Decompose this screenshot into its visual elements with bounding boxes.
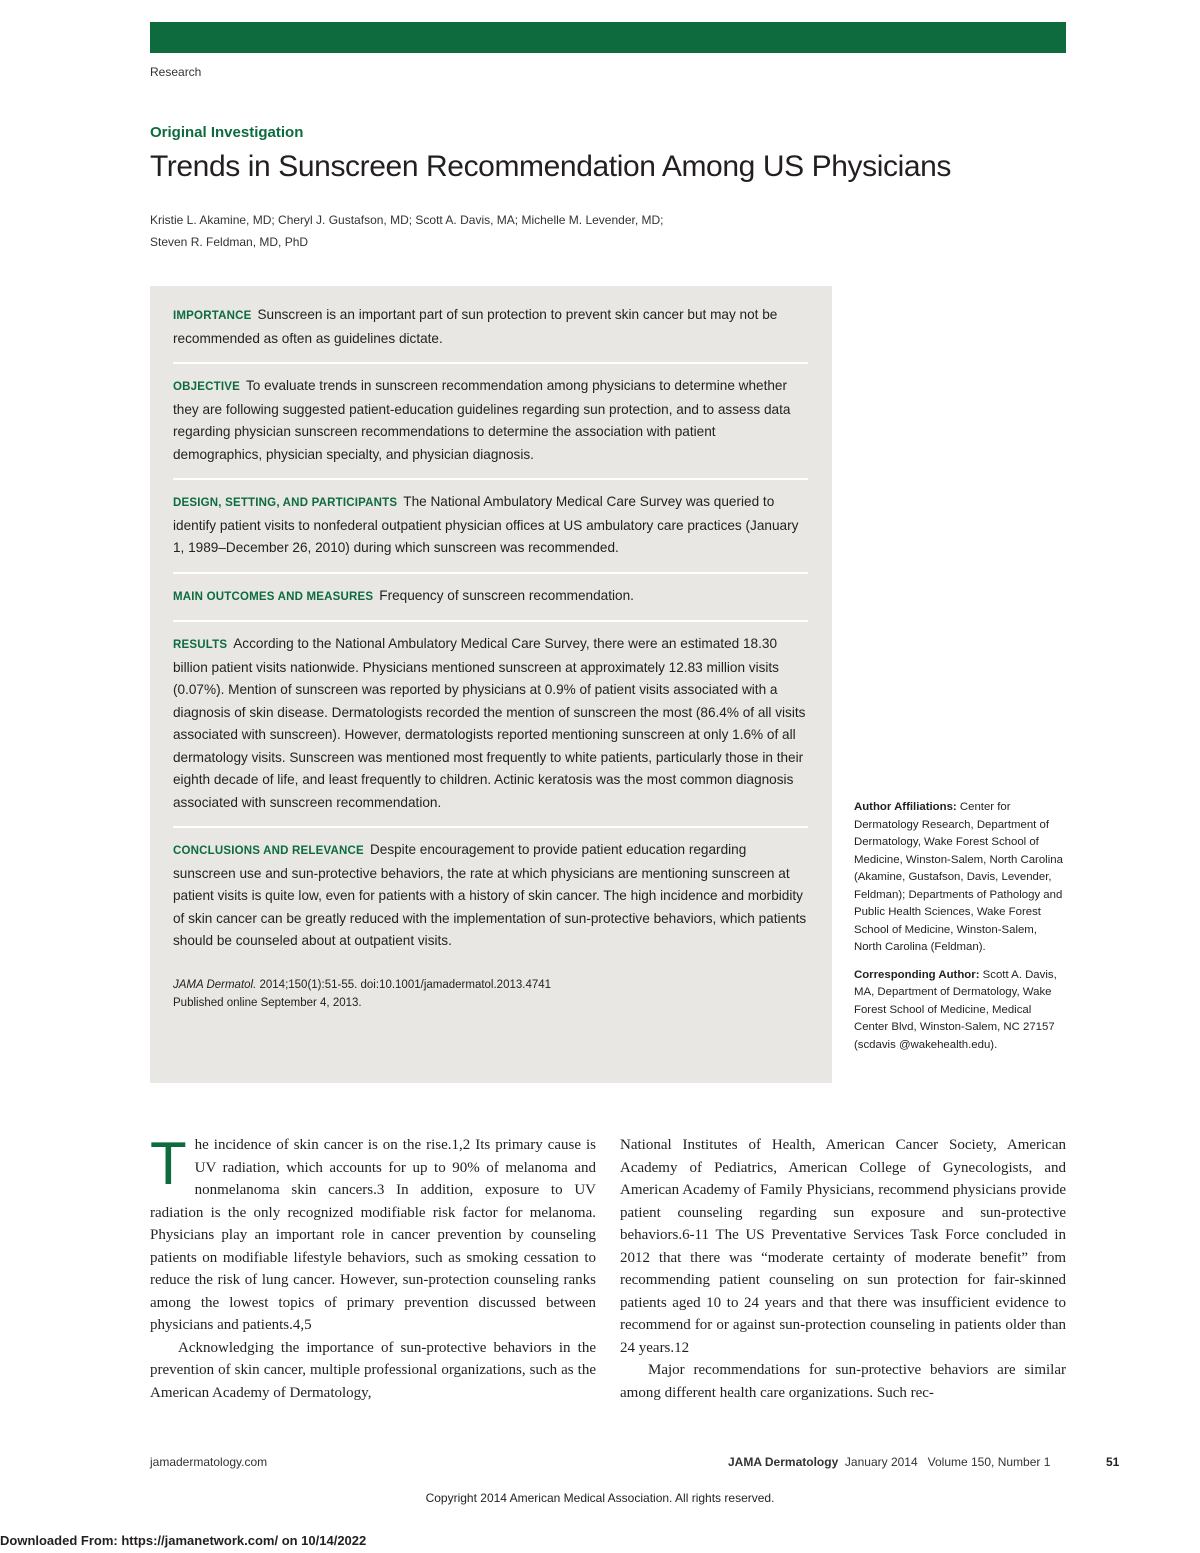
abstract-heading: IMPORTANCE: [173, 310, 252, 322]
header-color-bar: [150, 22, 1066, 53]
abstract-box: [150, 286, 832, 1083]
article-type: Original Investigation: [150, 124, 304, 141]
abstract-text: Sunscreen is an important part of sun protection to prevent skin cancer but may not be recommended as often as guidelines dictate.: [173, 307, 778, 346]
corresponding-heading: Corresponding Author:: [854, 968, 980, 981]
article-title: Trends in Sunscreen Recommendation Among US Physicians: [150, 150, 952, 183]
abstract-heading: DESIGN, SETTING, AND PARTICIPANTS: [173, 497, 398, 509]
author-info-sidebar: [854, 799, 1066, 1064]
authors-line: Kristie L. Akamine, MD; Cheryl J. Gustafson, MD; Scott A. Davis, MA; Michelle M. Levender, MD;: [150, 213, 664, 227]
abstract-text: Frequency of sunscreen recommendation.: [379, 587, 634, 603]
issue-info: January 2014 Volume 150, Number 1: [838, 1455, 1051, 1469]
author-affiliations: [854, 799, 1066, 957]
corresponding-text: Scott A. Davis, MA, Department of Dermatology, Wake Forest School of Medicine, Medical Center Blvd, Winston-Salem, NC 27157 (scdavis @wakehealth.edu).: [854, 968, 1057, 1051]
download-notice: Downloaded From: https://jamanetwork.com/ on 10/14/2022: [0, 1533, 367, 1548]
journal-website-link[interactable]: jamadermatology.com: [150, 1455, 268, 1469]
abstract-outcomes: [173, 585, 808, 623]
abstract-design: [173, 491, 808, 574]
page-number: 51: [1106, 1455, 1120, 1469]
affiliations-text: Center for Dermatology Research, Department of Dermatology, Wake Forest School of Medicine, Winston-Salem, North Carolina (Akamine, Gustafson, Davis, Levender, Feldman); Departments of Pathology and Public Health Sciences, Wake Forest School of Medicine, Winston-Salem, North Carolina (Feldman).: [854, 801, 1063, 953]
citation-doi[interactable]: 2014;150(1):51-55. doi:10.1001/jamadermatol.2013.4741: [256, 978, 552, 991]
corresponding-author: [854, 967, 1066, 1055]
abstract-heading: MAIN OUTCOMES AND MEASURES: [173, 590, 374, 603]
abstract-results: [173, 633, 808, 828]
abstract-heading: OBJECTIVE: [173, 381, 240, 393]
body-paragraph: National Institutes of Health, American Cancer Society, American Academy of Pediatrics, American College of Gynecologists, and American Academy of Family Physicians, recommend physicians provide patient counseling regarding sun exposure and sun-protective behaviors.6-11 The US Preventative Services Task Force concluded in 2012 that there was “moderate certainty of moderate benefit” from recommending patient counseling on sun protection for fair-skinned patients aged 10 to 24 years and that there was insufficient evidence to recommend for or against sun-protection counseling in patients older than 24 years.12: [620, 1137, 1066, 1356]
published-date: Published online September 4, 2013.: [173, 996, 362, 1009]
body-column-right: [620, 1134, 1066, 1404]
authors-line: Steven R. Feldman, MD, PhD: [150, 235, 309, 249]
abstract-text: The National Ambulatory Medical Care Survey was queried to identify patient visits to nonfederal outpatient physician offices at US ambulatory care practices (January 1, 1989–December 26, 2010) during which sunscreen was recommended.: [173, 494, 799, 555]
abstract-heading: RESULTS: [173, 639, 228, 651]
author-list: [150, 209, 790, 253]
abstract-importance: [173, 304, 808, 364]
citation: [173, 976, 808, 1012]
body-column-left: [150, 1130, 596, 1404]
body-paragraph: Major recommendations for sun-protective behaviors are similar among different health care organizations. Such rec-: [620, 1362, 1066, 1401]
copyright-notice: Copyright 2014 American Medical Association. All rights reserved.: [425, 1491, 775, 1505]
journal-name: JAMA Dermatology: [728, 1455, 839, 1469]
abstract-conclusions: [173, 839, 808, 965]
drop-cap: T: [150, 1130, 187, 1197]
body-paragraph: Acknowledging the importance of sun-protective behaviors in the prevention of skin cancer, multiple professional organizations, such as the American Academy of Dermatology,: [150, 1339, 596, 1401]
abstract-text: Despite encouragement to provide patient education regarding sunscreen use and sun-protective behaviors, the rate at which physicians are mentioning sunscreen at patient visits is quite low, even for patients with a history of skin cancer. The high incidence and morbidity of skin cancer can be greatly reduced with the implementation of sun-protective behaviors, which patients should be counseled about at outpatient visits.: [173, 842, 807, 948]
abstract-objective: [173, 375, 808, 480]
citation-journal: JAMA Dermatol.: [173, 978, 257, 991]
abstract-heading: CONCLUSIONS AND RELEVANCE: [173, 845, 364, 857]
journal-issue-info: [728, 1455, 1050, 1469]
abstract-text: According to the National Ambulatory Medical Care Survey, there were an estimated 18.30 billion patient visits nationwide. Physicians mentioned sunscreen at approximately 12.83 million visits (0.07%). Mention of sunscreen was reported by physicians at 0.9% of patient visits associated with a diagnosis of skin disease. Dermatologists recorded the mention of sunscreen the most (86.4% of all visits associated with sunscreen). However, dermatologists reported mentioning sunscreen at only 1.6% of all dermatology visits. Sunscreen was mentioned most frequently to white patients, particularly those in their eighth decade of life, and least frequently to children. Actinic keratosis was the most common diagnosis associated with sunscreen recommendation.: [173, 636, 806, 810]
body-text: he incidence of skin cancer is on the rise.1,2 Its primary cause is UV radiation, which accounts for up to 90% of melanoma and nonmelanoma skin cancers.3 In addition, exposure to UV radiation is the only recognized modifiable risk factor for melanoma. Physicians play an important role in cancer prevention by counseling patients on modifiable lifestyle behaviors, such as smoking cessation to reduce the risk of lung cancer. However, sun-protection counseling ranks among the lowest topics of primary prevention discussed between physicians and patients.4,5: [150, 1137, 596, 1333]
abstract-text: To evaluate trends in sunscreen recommendation among physicians to determine whether they are following suggested patient-education guidelines regarding sun protection, and to assess data regarding physician sunscreen recommendations to determine the association with patient demographics, physician specialty, and physician diagnosis.: [173, 378, 791, 462]
affiliations-heading: Author Affiliations:: [854, 801, 957, 813]
section-label: Research: [150, 65, 202, 79]
body-paragraph: [150, 1130, 596, 1337]
